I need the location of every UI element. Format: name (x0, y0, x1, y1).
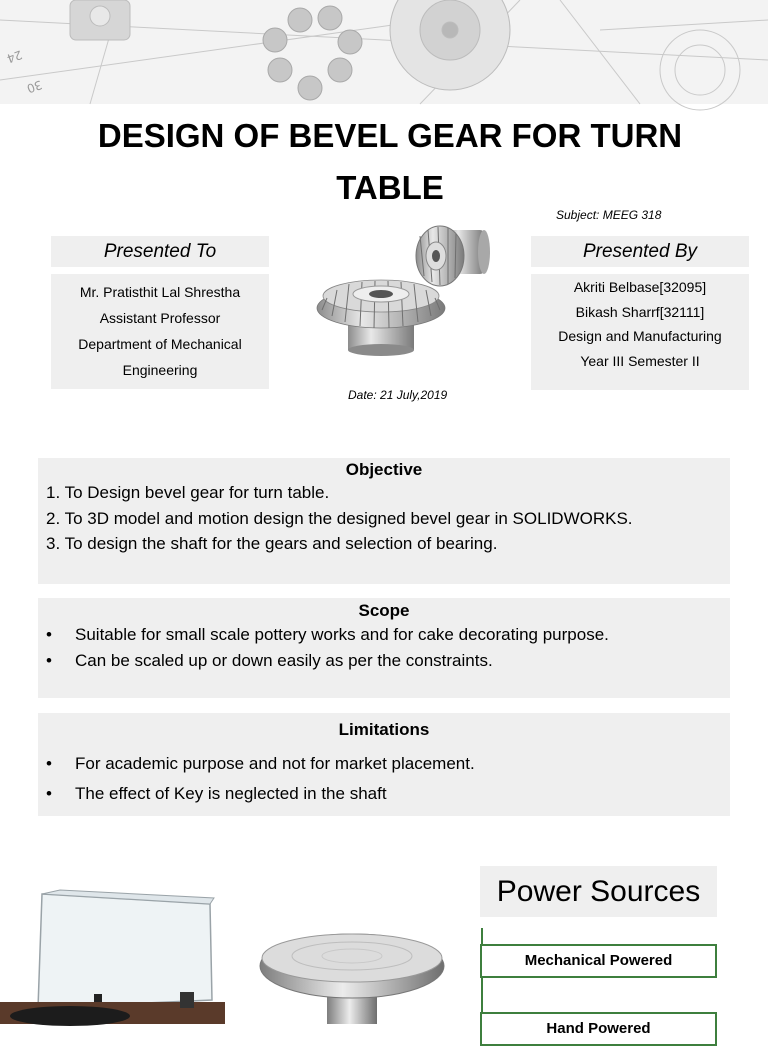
bevel-gear-image (312, 216, 492, 356)
objective-item: 1. To Design bevel gear for turn table. (46, 483, 330, 502)
author-2: Bikash Sharrf[32111] (575, 303, 705, 320)
presenter-name: Mr. Pratisthit Lal Shrestha (79, 284, 241, 300)
presented-by-heading: Presented By (531, 236, 749, 267)
power-source-mechanical: Mechanical Powered (480, 944, 717, 978)
scope-item (46, 648, 722, 674)
presented-to-details (51, 274, 269, 389)
limitations-section (38, 713, 730, 816)
objective-section (38, 458, 730, 584)
scope-title: Scope (358, 601, 410, 620)
power-source-hand: Hand Powered (480, 1012, 717, 1046)
objective-title: Objective (345, 460, 423, 479)
limitation-item (46, 749, 722, 779)
power-sources-title: Power Sources (480, 866, 717, 917)
objective-item: 2. To 3D model and motion design the designed bevel gear in SOLIDWORKS. (46, 508, 633, 528)
presented-by-details (531, 274, 749, 390)
limitation-item-text: For academic purpose and not for market placement. (75, 754, 475, 773)
turntable-stand-image (232, 880, 470, 1024)
header-banner-image (0, 0, 768, 104)
scope-item-text: Suitable for small scale pottery works and for cake decorating purpose. (75, 625, 609, 644)
page-title: DESIGN OF BEVEL GEAR FOR TURN TABLE (97, 117, 683, 206)
scope-item-text: Can be scaled up or down easily as per the constraints. (75, 650, 493, 670)
mechanical-drawing-illustration (0, 0, 768, 104)
presented-to-heading: Presented To (51, 236, 269, 267)
objective-item: 3. To design the shaft for the gears and selection of bearing. (46, 534, 498, 553)
record-turntable-image (0, 880, 225, 1024)
year-semester: Year III Semester II (580, 352, 700, 369)
bullet-icon: • (46, 650, 52, 670)
limitations-title: Limitations (338, 720, 430, 739)
turn-table-stand-illustration (232, 880, 470, 1024)
record-player-illustration (0, 880, 225, 1024)
svg-text:24: 24 (4, 47, 25, 66)
bevel-gear-illustration (312, 216, 492, 356)
bullet-icon: • (46, 754, 52, 773)
author-1: Akriti Belbase[32095] (573, 279, 707, 295)
subject-code: Subject: MEEG 318 (556, 208, 662, 222)
bullet-icon: • (46, 625, 52, 644)
bullet-icon: • (46, 784, 52, 803)
svg-text:30: 30 (24, 77, 45, 96)
limitation-item (46, 779, 722, 809)
presentation-date: Date: 21 July,2019 (348, 388, 448, 402)
presenter-position: Assistant Professor (99, 310, 221, 326)
scope-section (38, 598, 730, 698)
program-name: Design and Manufacturing (558, 328, 722, 344)
presenter-department: Department of Mechanical (78, 336, 242, 352)
presenter-department-cont: Engineering (122, 362, 198, 378)
limitation-item-text: The effect of Key is neglected in the shaft (75, 784, 387, 803)
scope-item (46, 622, 722, 648)
